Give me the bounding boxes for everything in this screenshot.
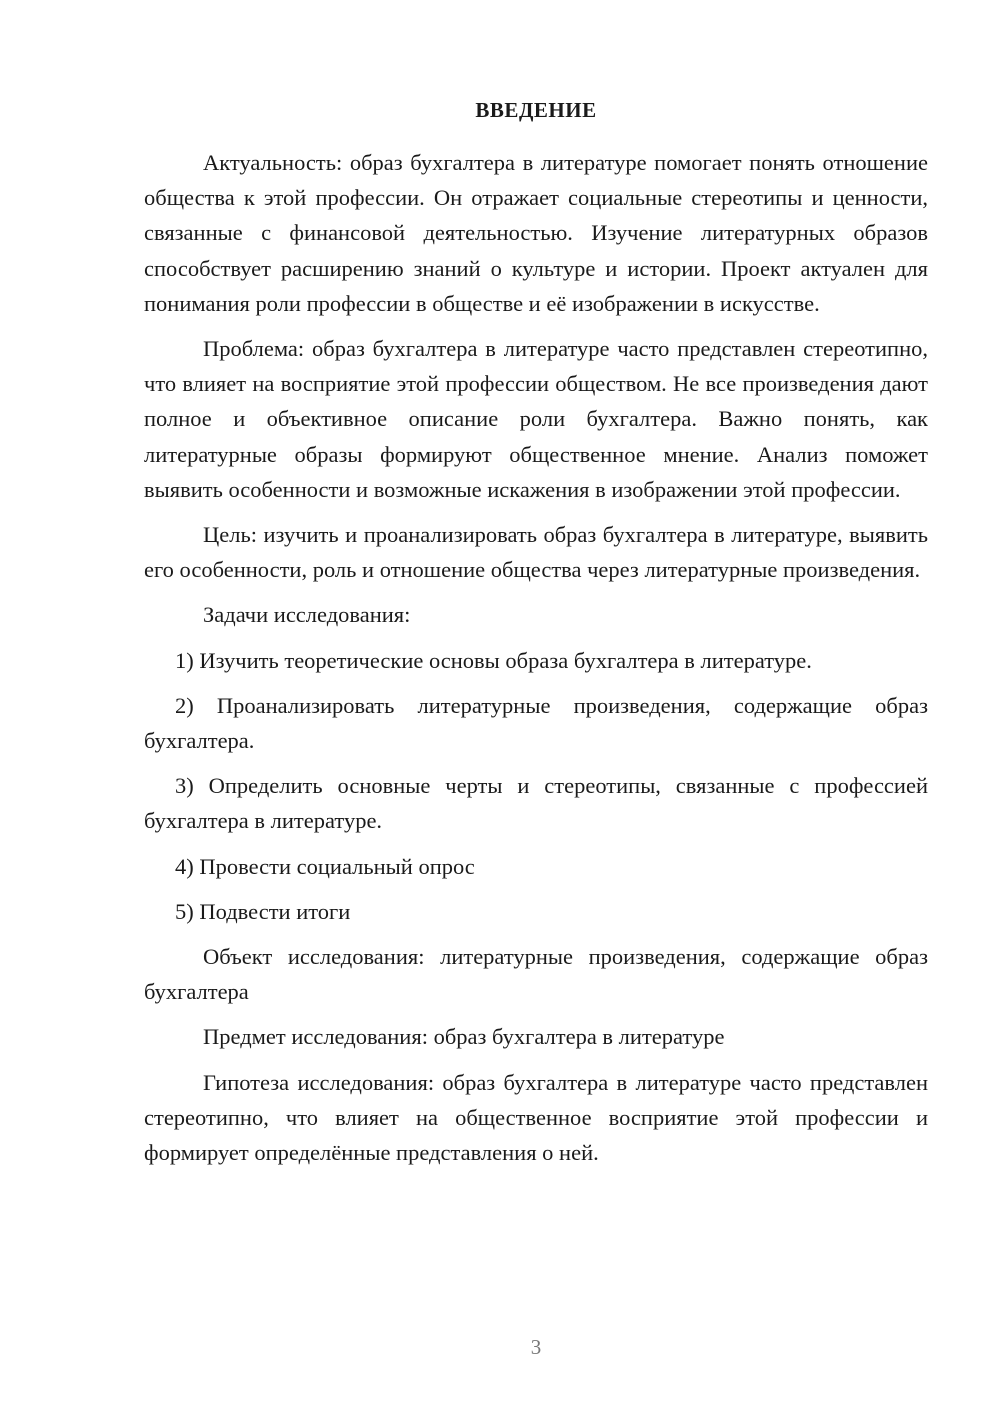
document-body xyxy=(144,145,928,1170)
paragraph-problem: Проблема: образ бухгалтера в литературе часто представлен стереотипно, что влияет на восприятие этой профессии обществом. Не все произведения дают полное и объективное описание роли бухгалтера. Важно понять, как литературные образы формируют общественное мнение. Анализ поможет выявить особенности и возможные искажения в изображении этой профессии. xyxy=(144,336,928,502)
paragraph-subject: Предмет исследования: образ бухгалтера в литературе xyxy=(203,1024,725,1050)
task-item-3: 3) Определить основные черты и стереотипы, связанные с профессией бухгалтера в литературе. xyxy=(144,773,928,834)
paragraph-hypothesis: Гипотеза исследования: образ бухгалтера в литературе часто представлен стереотипно, что влияет на общественное восприятие этой профессии и формирует определённые представления о ней. xyxy=(144,1069,928,1166)
paragraph-relevance: Актуальность: образ бухгалтера в литературе помогает понять отношение общества к этой профессии. Он отражает социальные стереотипы и ценности, связанные с финансовой деятельностью. Изучение литературных образов способствует расширению знаний о культуре и истории. Проект актуален для понимания роли профессии в обществе и её изображении в искусстве. xyxy=(144,150,928,316)
paragraph-goal: Цель: изучить и проанализировать образ бухгалтера в литературе, выявить его особенности, роль и отношение общества через литературные произведения. xyxy=(144,522,928,583)
paragraph-tasks-heading: Задачи исследования: xyxy=(203,602,411,628)
task-item-4: 4) Провести социальный опрос xyxy=(175,853,475,879)
paragraph-object: Объект исследования: литературные произведения, содержащие образ бухгалтера xyxy=(144,944,928,1005)
task-item-2: 2) Проанализировать литературные произведения, содержащие образ бухгалтера. xyxy=(144,692,928,754)
task-item-5: 5) Подвести итоги xyxy=(175,898,351,924)
page-number: 3 xyxy=(530,1335,542,1359)
task-item-1: 1) Изучить теоретические основы образа бухгалтера в литературе. xyxy=(175,647,812,673)
section-title: ВВЕДЕНИЕ xyxy=(475,98,597,122)
